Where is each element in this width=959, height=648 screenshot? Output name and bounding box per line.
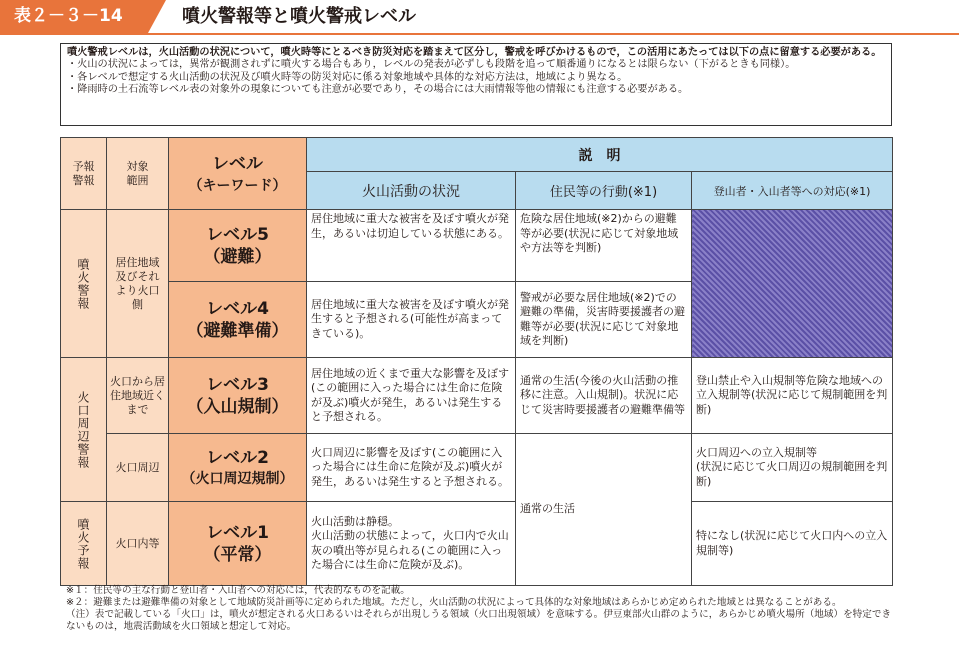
notice-bullet: ・各レベルで想定する火山活動の状況及び噴火時等の防災対応に係る対象地域や具体的な対応方法は，地域により異なる。 xyxy=(67,71,628,83)
level-3: レベル3 （入山規制） xyxy=(169,358,307,434)
notice-box xyxy=(60,43,892,126)
target-inside-crater: 火口内等 xyxy=(107,502,169,586)
level-1-volcano: 火山活動は静穏。 火山活動の状態によって，火口内で火山灰の噴出等が見られる(この範囲に入った場合には生命に危険が及ぶ)。 xyxy=(307,502,516,586)
footnote-note: （注）表で記載している「火口」は，噴火が想定される火口あるいはそれらが出現しうる領域（火口出現領域）を意味する。伊豆東部火山群のように，あらかじめ噴火場所（地域）を特定できないものは，地震活動域を火口領域と想定して対応。 xyxy=(66,609,892,632)
level-3-residents: 通常の生活(今後の火山活動の推移に注意。入山規制)。状況に応じて災害時要援護者の避難準備等 xyxy=(516,358,692,434)
footnotes xyxy=(66,585,896,633)
level-2-volcano: 火口周辺に影響を及ぼす(この範囲に入った場合には生命に危険が及ぶ)噴火が発生，あるいは発生すると予想される。 xyxy=(307,434,516,502)
table-number: 表２－３－14 xyxy=(0,0,148,33)
title-tab-arrow xyxy=(148,0,166,33)
header-residents: 住民等の行動(※1) xyxy=(516,172,692,210)
level-1: レベル1 （平常） xyxy=(169,502,307,586)
volcanic-alert-table xyxy=(60,137,893,586)
level-2-climbers: 火口周辺への立入規制等 (状況に応じて火口周辺の規制範囲を判断) xyxy=(692,434,893,502)
header-explanation: 説 明 xyxy=(307,138,893,172)
target-residential: 居住地域及びそれより火口側 xyxy=(107,210,169,358)
levels-1-2-residents: 通常の生活 xyxy=(516,434,692,586)
footnote-1: ※１：住民等の主な行動と登山者・入山者への対応には，代表的なものを記載。 xyxy=(66,585,410,596)
header-target: 対象 範囲 xyxy=(107,138,169,210)
notice-bullet: ・火山の状況によっては，異常が観測されずに噴火する場合もあり，レベルの発表が必ずしも段階を追って順番通りになるとは限らない（下がるときも同様）。 xyxy=(67,59,796,71)
page-title: 噴火警報等と噴火警戒レベル xyxy=(182,6,416,27)
notice-bullet: ・降雨時の土石流等レベル表の対象外の現象についても注意が必要であり，その場合には大雨情報等他の情報にも注意する必要がある。 xyxy=(67,84,689,96)
title-bar xyxy=(0,0,959,35)
header-level xyxy=(169,138,307,210)
notice-lead: 噴火警戒レベルは，火山活動の状況について，噴火時等にとるべき防災対応を踏まえて区分し，警戒を呼びかけるもので，この活用にあたっては以下の点に留意する必要がある。 xyxy=(67,47,882,58)
climbers-not-applicable-hatch xyxy=(692,210,893,358)
title-rule xyxy=(0,33,959,35)
level-3-volcano: 居住地域の近くまで重大な影響を及ぼす(この範囲に入った場合には生命に危険が及ぶ)噴火が発生，あるいは発生すると予想される。 xyxy=(307,358,516,434)
header-volcano: 火山活動の状況 xyxy=(307,172,516,210)
level-4: レベル4 （避難準備） xyxy=(169,282,307,358)
header-keyword-label: （キーワード） xyxy=(188,177,287,194)
header-forecast: 予報 警報 xyxy=(61,138,107,210)
level-4-volcano: 居住地域に重大な被害を及ぼす噴火が発生すると予想される(可能性が高まってきている)。 xyxy=(307,282,516,358)
level-4-residents: 警戒が必要な居住地域(※2)での避難の準備，災害時要援護者の避難等が必要(状況に応じて対象地域を判断) xyxy=(516,282,692,358)
forecast-eruption-warning: 噴火警報 xyxy=(61,210,107,358)
forecast-crater-warning: 火口周辺警報 xyxy=(61,358,107,502)
target-near-residential: 火口から居住地域近くまで xyxy=(107,358,169,434)
forecast-eruption-forecast: 噴火予報 xyxy=(61,502,107,586)
footnote-2: ※２：避難または避難準備の対象として地域防災計画等に定められた地域。ただし，火山活動の状況によって具体的な対象地域はあらかじめ定められた地域とは異なることがある。 xyxy=(66,597,842,608)
level-5-volcano: 居住地域に重大な被害を及ぼす噴火が発生，あるいは切迫している状態にある。 xyxy=(307,210,516,282)
level-3-climbers: 登山禁止や入山規制等危険な地域への立入規制等(状況に応じて規制範囲を判断) xyxy=(692,358,893,434)
header-level-label: レベル xyxy=(212,153,263,174)
level-5-residents: 危険な居住地域(※2)からの避難等が必要(状況に応じて対象地域や方法等を判断) xyxy=(516,210,692,282)
level-1-climbers: 特になし(状況に応じて火口内への立入規制等) xyxy=(692,502,893,586)
level-2: レベル2 （火口周辺規制） xyxy=(169,434,307,502)
level-5: レベル5 （避難） xyxy=(169,210,307,282)
target-crater-surroundings: 火口周辺 xyxy=(107,434,169,502)
header-climbers: 登山者・入山者等への対応(※1) xyxy=(692,172,893,210)
